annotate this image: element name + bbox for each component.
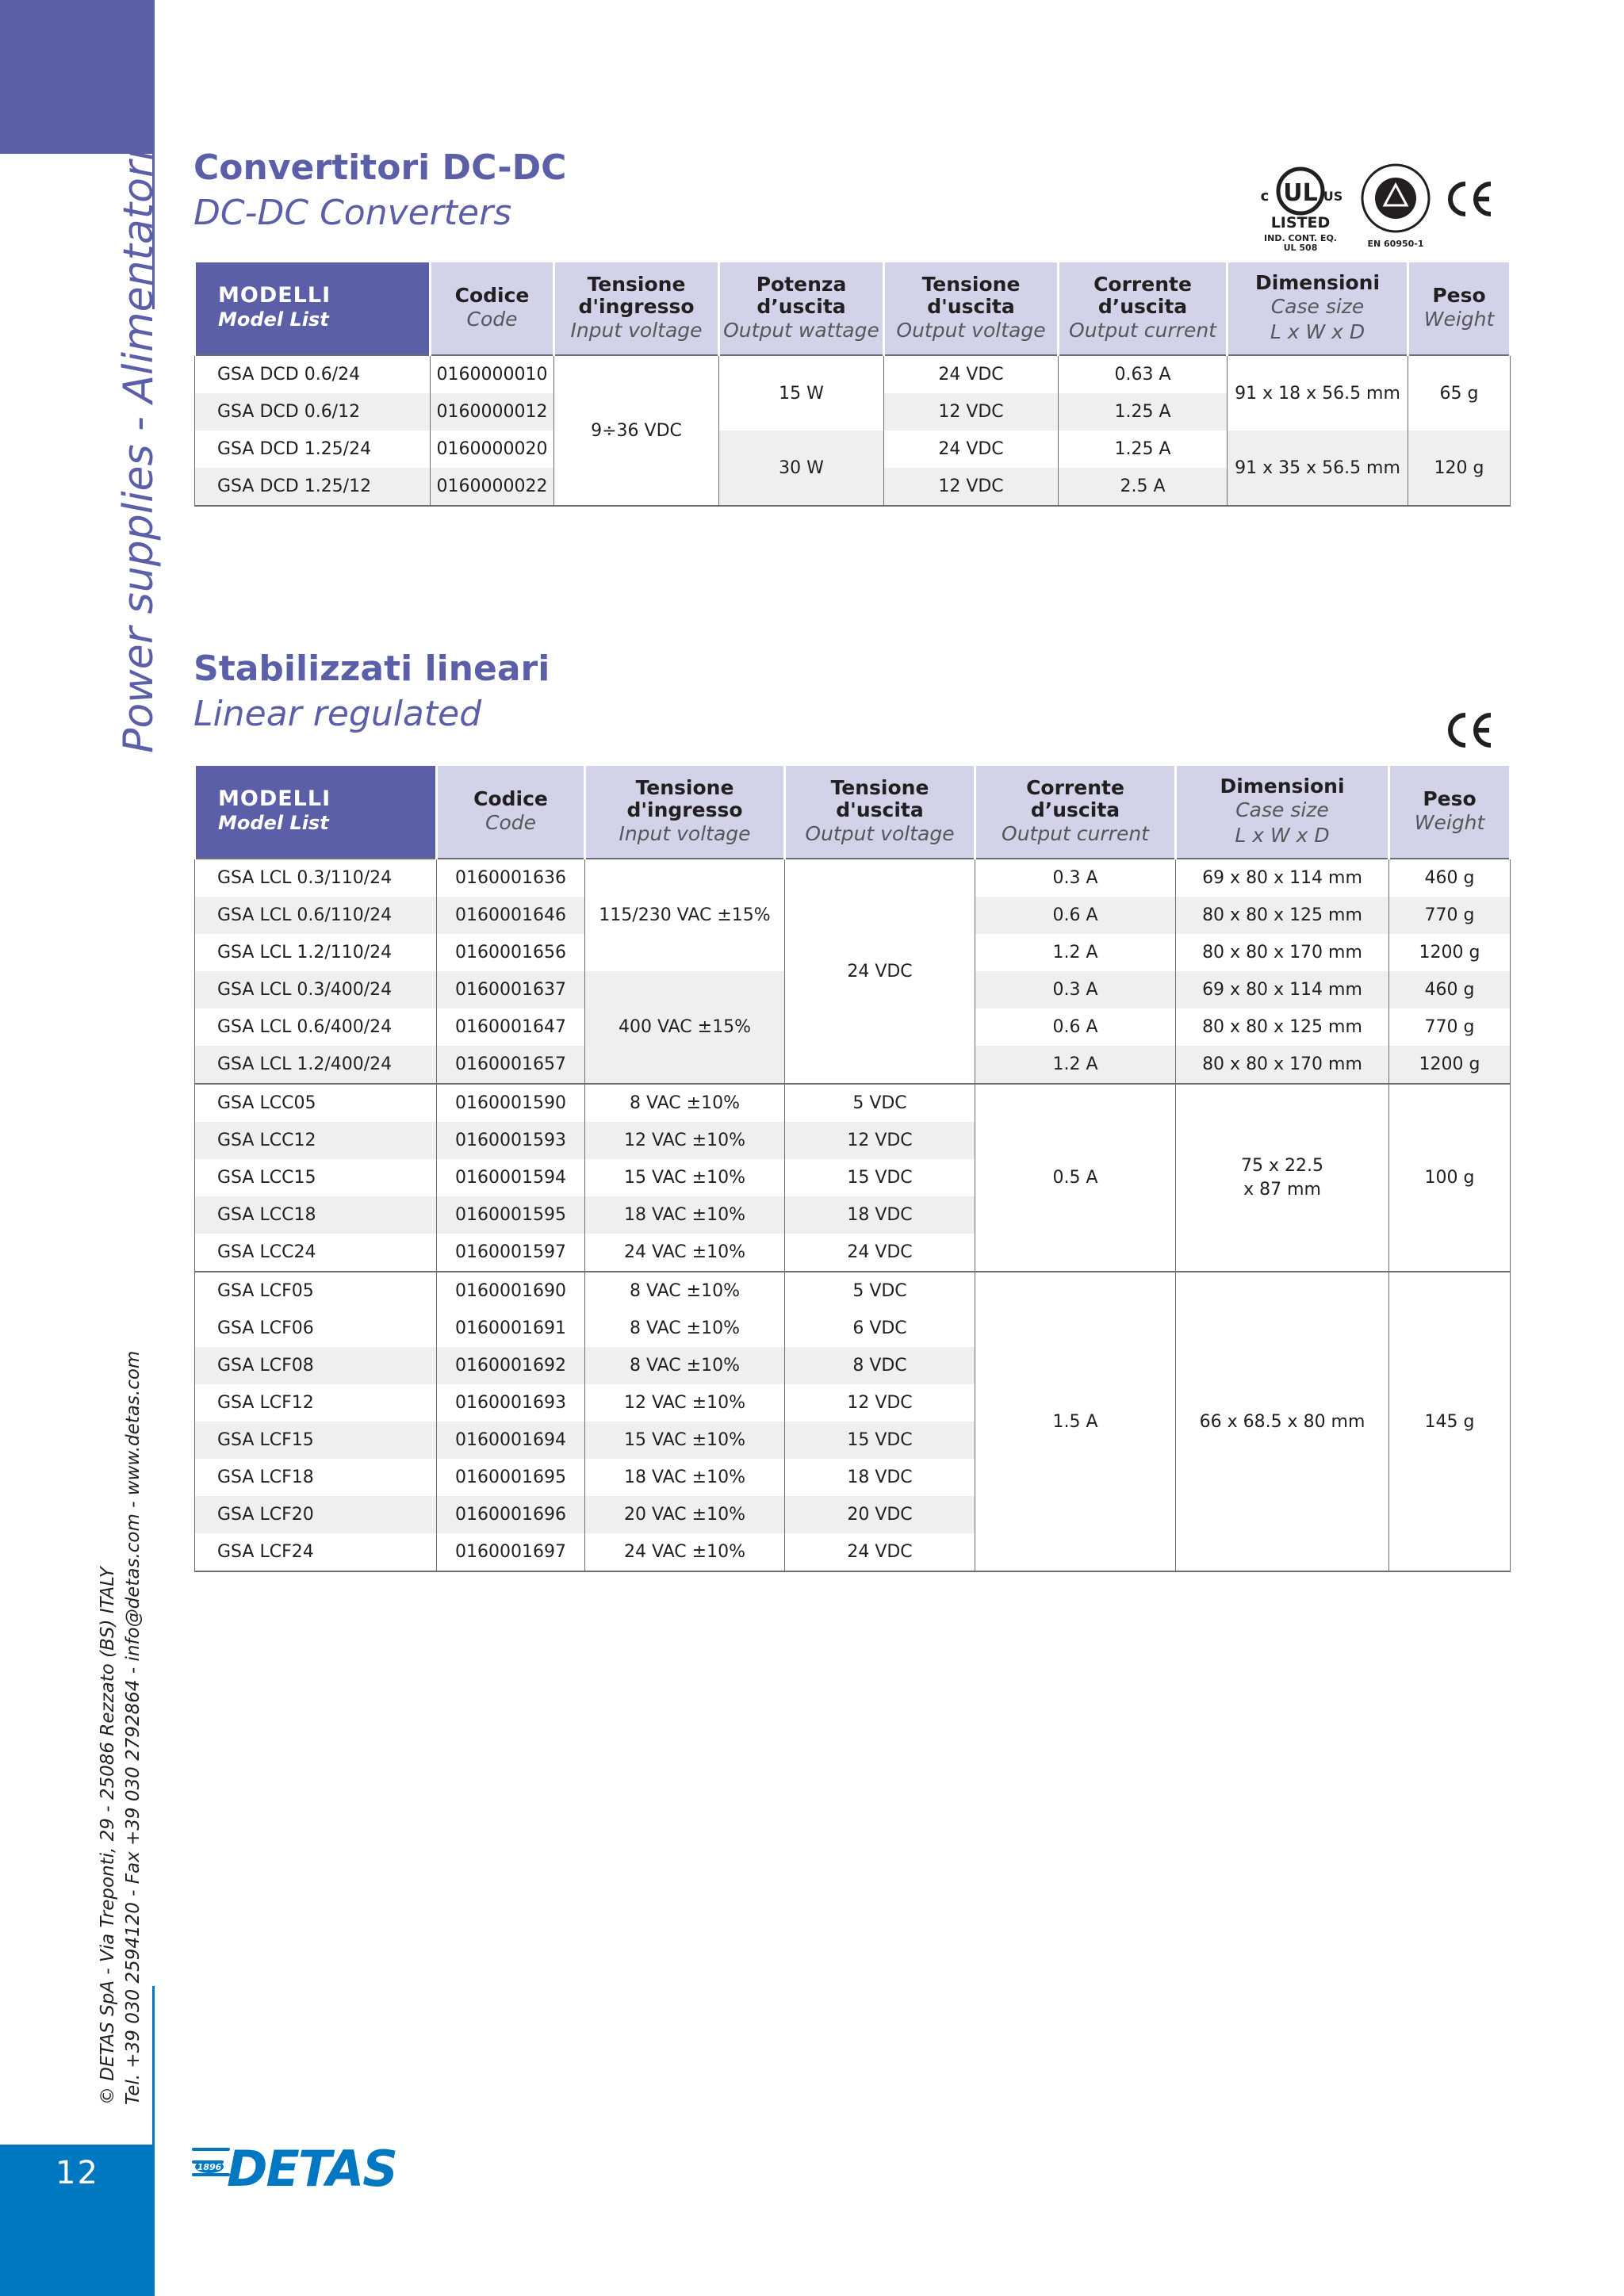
col-model: MODELLI Model List bbox=[195, 766, 437, 859]
outc-cell: 0.6 A bbox=[975, 897, 1176, 934]
dim-cell: 66 x 68.5 x 80 mm bbox=[1176, 1272, 1389, 1571]
code-cell: 0160001657 bbox=[437, 1046, 585, 1084]
model-cell: GSA LCC05 bbox=[195, 1084, 437, 1122]
code-cell: 0160001693 bbox=[437, 1384, 585, 1422]
outc-cell: 1.25 A bbox=[1059, 393, 1228, 430]
model-cell: GSA LCL 0.6/110/24 bbox=[195, 897, 437, 934]
weight-cell: 460 g bbox=[1389, 971, 1511, 1008]
dcdc-table bbox=[193, 262, 1511, 507]
weight-cell: 120 g bbox=[1408, 430, 1511, 506]
weight-cell: 1200 g bbox=[1389, 1046, 1511, 1084]
model-cell: GSA LCL 1.2/400/24 bbox=[195, 1046, 437, 1084]
model-cell: GSA LCF24 bbox=[195, 1533, 437, 1571]
outv-cell: 24 VDC bbox=[884, 355, 1059, 393]
outv-cell: 24 VDC bbox=[785, 859, 975, 1084]
dcdc-title-en: DC-DC Converters bbox=[193, 193, 512, 233]
code-cell: 0160001692 bbox=[437, 1347, 585, 1384]
code-cell: 0160001595 bbox=[437, 1196, 585, 1234]
col-input-voltage: Tensione d'ingresso Input voltage bbox=[554, 262, 719, 355]
brand-name: DETAS bbox=[227, 2140, 396, 2194]
input-cell: 18 VAC ±10% bbox=[585, 1196, 785, 1234]
linear-title-it: Stabilizzati lineari bbox=[193, 649, 550, 689]
ul-listed-logo bbox=[1257, 163, 1344, 254]
input-cell: 15 VAC ±10% bbox=[585, 1159, 785, 1196]
table-row bbox=[195, 1084, 1511, 1122]
model-cell: GSA DCD 1.25/24 bbox=[195, 430, 431, 468]
table-row bbox=[195, 355, 1511, 393]
input-cell: 8 VAC ±10% bbox=[585, 1310, 785, 1347]
code-cell: 0160000020 bbox=[431, 430, 554, 468]
page-number: 12 bbox=[56, 2155, 99, 2191]
model-cell: GSA LCL 0.6/400/24 bbox=[195, 1008, 437, 1046]
tuv-cert-logo bbox=[1358, 163, 1437, 250]
input-cell: 8 VAC ±10% bbox=[585, 1084, 785, 1122]
code-cell: 0160001695 bbox=[437, 1459, 585, 1496]
outv-cell: 12 VDC bbox=[785, 1384, 975, 1422]
ul-listed-text: LISTED bbox=[1270, 214, 1331, 232]
input-cell: 115/230 VAC ±15% bbox=[585, 859, 785, 971]
dim-cell: 80 x 80 x 125 mm bbox=[1176, 897, 1389, 934]
model-cell: GSA DCD 1.25/12 bbox=[195, 468, 431, 506]
code-cell: 0160001646 bbox=[437, 897, 585, 934]
outc-cell: 1.25 A bbox=[1059, 430, 1228, 468]
code-cell: 0160000022 bbox=[431, 468, 554, 506]
sidebar-top-band bbox=[0, 0, 155, 154]
input-cell: 24 VAC ±10% bbox=[585, 1533, 785, 1571]
outv-cell: 12 VDC bbox=[884, 393, 1059, 430]
detas-logo bbox=[192, 2137, 422, 2194]
input-cell: 8 VAC ±10% bbox=[585, 1347, 785, 1384]
col-model: MODELLI Model List bbox=[195, 262, 431, 355]
col-weight: Peso Weight bbox=[1389, 766, 1511, 859]
model-cell: GSA DCD 0.6/24 bbox=[195, 355, 431, 393]
table-row bbox=[195, 859, 1511, 897]
input-cell: 20 VAC ±10% bbox=[585, 1496, 785, 1533]
col-code: Codice Code bbox=[431, 262, 554, 355]
col-case-size: Dimensioni Case size L x W x D bbox=[1176, 766, 1389, 859]
outv-cell: 24 VDC bbox=[884, 430, 1059, 468]
linear-table bbox=[193, 766, 1511, 1572]
outv-cell: 15 VDC bbox=[785, 1422, 975, 1459]
svg-text:IND. CONT. EQ.: IND. CONT. EQ. bbox=[1264, 233, 1337, 243]
dim-cell: 69 x 80 x 114 mm bbox=[1176, 859, 1389, 897]
weight-cell: 770 g bbox=[1389, 897, 1511, 934]
dim-cell: 91 x 18 x 56.5 mm bbox=[1228, 355, 1408, 430]
input-cell: 400 VAC ±15% bbox=[585, 971, 785, 1084]
svg-text:US: US bbox=[1323, 189, 1343, 204]
outc-cell: 0.5 A bbox=[975, 1084, 1176, 1272]
outv-cell: 6 VDC bbox=[785, 1310, 975, 1347]
code-cell: 0160000012 bbox=[431, 393, 554, 430]
outv-cell: 12 VDC bbox=[785, 1122, 975, 1159]
outc-cell: 0.6 A bbox=[975, 1008, 1176, 1046]
outv-cell: 5 VDC bbox=[785, 1084, 975, 1122]
outv-cell: 18 VDC bbox=[785, 1459, 975, 1496]
input-cell: 15 VAC ±10% bbox=[585, 1422, 785, 1459]
model-cell: GSA LCF15 bbox=[195, 1422, 437, 1459]
col-output-wattage: Potenza d’uscita Output wattage bbox=[719, 262, 884, 355]
weight-cell: 100 g bbox=[1389, 1084, 1511, 1272]
code-cell: 0160001647 bbox=[437, 1008, 585, 1046]
outv-cell: 15 VDC bbox=[785, 1159, 975, 1196]
input-cell: 8 VAC ±10% bbox=[585, 1272, 785, 1310]
outv-cell: 18 VDC bbox=[785, 1196, 975, 1234]
model-cell: GSA LCF20 bbox=[195, 1496, 437, 1533]
dim-cell: 80 x 80 x 170 mm bbox=[1176, 1046, 1389, 1084]
dim-cell: 91 x 35 x 56.5 mm bbox=[1228, 430, 1408, 506]
input-cell: 12 VAC ±10% bbox=[585, 1122, 785, 1159]
outv-cell: 24 VDC bbox=[785, 1234, 975, 1272]
weight-cell: 460 g bbox=[1389, 859, 1511, 897]
code-cell: 0160001593 bbox=[437, 1122, 585, 1159]
weight-cell: 770 g bbox=[1389, 1008, 1511, 1046]
svg-text:1896: 1896 bbox=[197, 2162, 222, 2172]
outc-cell: 1.2 A bbox=[975, 1046, 1176, 1084]
svg-text:c: c bbox=[1260, 188, 1270, 205]
code-cell: 0160001691 bbox=[437, 1310, 585, 1347]
code-cell: 0160001656 bbox=[437, 934, 585, 971]
code-cell: 0160001594 bbox=[437, 1159, 585, 1196]
outc-cell: 1.2 A bbox=[975, 934, 1176, 971]
model-cell: GSA LCF05 bbox=[195, 1272, 437, 1310]
input-cell: 18 VAC ±10% bbox=[585, 1459, 785, 1496]
table-row bbox=[195, 430, 1511, 468]
linear-title-en: Linear regulated bbox=[193, 694, 482, 734]
dim-cell: 75 x 22.5 x 87 mm bbox=[1176, 1084, 1389, 1272]
model-cell: GSA LCC18 bbox=[195, 1196, 437, 1234]
outv-cell: 12 VDC bbox=[884, 468, 1059, 506]
col-output-current: Corrente d’uscita Output current bbox=[975, 766, 1176, 859]
company-address bbox=[95, 1351, 146, 2105]
outc-cell: 1.5 A bbox=[975, 1272, 1176, 1571]
code-cell: 0160001590 bbox=[437, 1084, 585, 1122]
weight-cell: 145 g bbox=[1389, 1272, 1511, 1571]
model-cell: GSA LCL 0.3/110/24 bbox=[195, 859, 437, 897]
code-cell: 0160000010 bbox=[431, 355, 554, 393]
ce-mark-icon bbox=[1445, 712, 1494, 748]
dim-cell: 80 x 80 x 170 mm bbox=[1176, 934, 1389, 971]
col-input-voltage: Tensione d'ingresso Input voltage bbox=[585, 766, 785, 859]
svg-text:UL: UL bbox=[1283, 179, 1318, 207]
outc-cell: 0.3 A bbox=[975, 971, 1176, 1008]
model-cell: GSA DCD 0.6/12 bbox=[195, 393, 431, 430]
model-cell: GSA LCF06 bbox=[195, 1310, 437, 1347]
weight-cell: 1200 g bbox=[1389, 934, 1511, 971]
code-cell: 0160001636 bbox=[437, 859, 585, 897]
outc-cell: 2.5 A bbox=[1059, 468, 1228, 506]
address-line-2: Tel. +39 030 2594120 - Fax +39 030 2792864 - info@detas.com - www.detas.com bbox=[123, 1350, 144, 2105]
model-cell: GSA LCL 1.2/110/24 bbox=[195, 934, 437, 971]
ce-mark-icon bbox=[1445, 181, 1494, 217]
code-cell: 0160001694 bbox=[437, 1422, 585, 1459]
code-cell: 0160001597 bbox=[437, 1234, 585, 1272]
code-cell: 0160001690 bbox=[437, 1272, 585, 1310]
power-cell: 30 W bbox=[719, 430, 884, 506]
dcdc-title-it: Convertitori DC-DC bbox=[193, 147, 567, 188]
dim-cell: 69 x 80 x 114 mm bbox=[1176, 971, 1389, 1008]
outv-cell: 20 VDC bbox=[785, 1496, 975, 1533]
outc-cell: 0.63 A bbox=[1059, 355, 1228, 393]
code-cell: 0160001637 bbox=[437, 971, 585, 1008]
code-cell: 0160001696 bbox=[437, 1496, 585, 1533]
input-cell: 24 VAC ±10% bbox=[585, 1234, 785, 1272]
svg-text:UL 508: UL 508 bbox=[1283, 243, 1318, 253]
col-case-size: Dimensioni Case size L x W x D bbox=[1228, 262, 1408, 355]
model-cell: GSA LCF12 bbox=[195, 1384, 437, 1422]
col-output-current: Corrente d’uscita Output current bbox=[1059, 262, 1228, 355]
norm-text: EN 60950-1 bbox=[1367, 239, 1424, 249]
model-cell: GSA LCF18 bbox=[195, 1459, 437, 1496]
model-cell: GSA LCC15 bbox=[195, 1159, 437, 1196]
section-label: Power supplies - Alimentatori bbox=[115, 149, 163, 753]
col-weight: Peso Weight bbox=[1408, 262, 1511, 355]
model-cell: GSA LCC24 bbox=[195, 1234, 437, 1272]
outv-cell: 24 VDC bbox=[785, 1533, 975, 1571]
model-cell: GSA LCL 0.3/400/24 bbox=[195, 971, 437, 1008]
input-cell: 9÷36 VDC bbox=[554, 355, 719, 506]
input-cell: 12 VAC ±10% bbox=[585, 1384, 785, 1422]
col-output-voltage: Tensione d'uscita Output voltage bbox=[884, 262, 1059, 355]
model-cell: GSA LCF08 bbox=[195, 1347, 437, 1384]
table-row bbox=[195, 1272, 1511, 1310]
col-output-voltage: Tensione d'uscita Output voltage bbox=[785, 766, 975, 859]
weight-cell: 65 g bbox=[1408, 355, 1511, 430]
outv-cell: 8 VDC bbox=[785, 1347, 975, 1384]
dim-cell: 80 x 80 x 125 mm bbox=[1176, 1008, 1389, 1046]
sidebar-divider-bottom bbox=[152, 1986, 155, 2145]
power-cell: 15 W bbox=[719, 355, 884, 430]
outv-cell: 5 VDC bbox=[785, 1272, 975, 1310]
col-code: Codice Code bbox=[437, 766, 585, 859]
code-cell: 0160001697 bbox=[437, 1533, 585, 1571]
outc-cell: 0.3 A bbox=[975, 859, 1176, 897]
address-line-1: © DETAS SpA - Via Treponti, 29 - 25086 Rezzato (BS) ITALY bbox=[98, 1567, 118, 2105]
model-cell: GSA LCC12 bbox=[195, 1122, 437, 1159]
